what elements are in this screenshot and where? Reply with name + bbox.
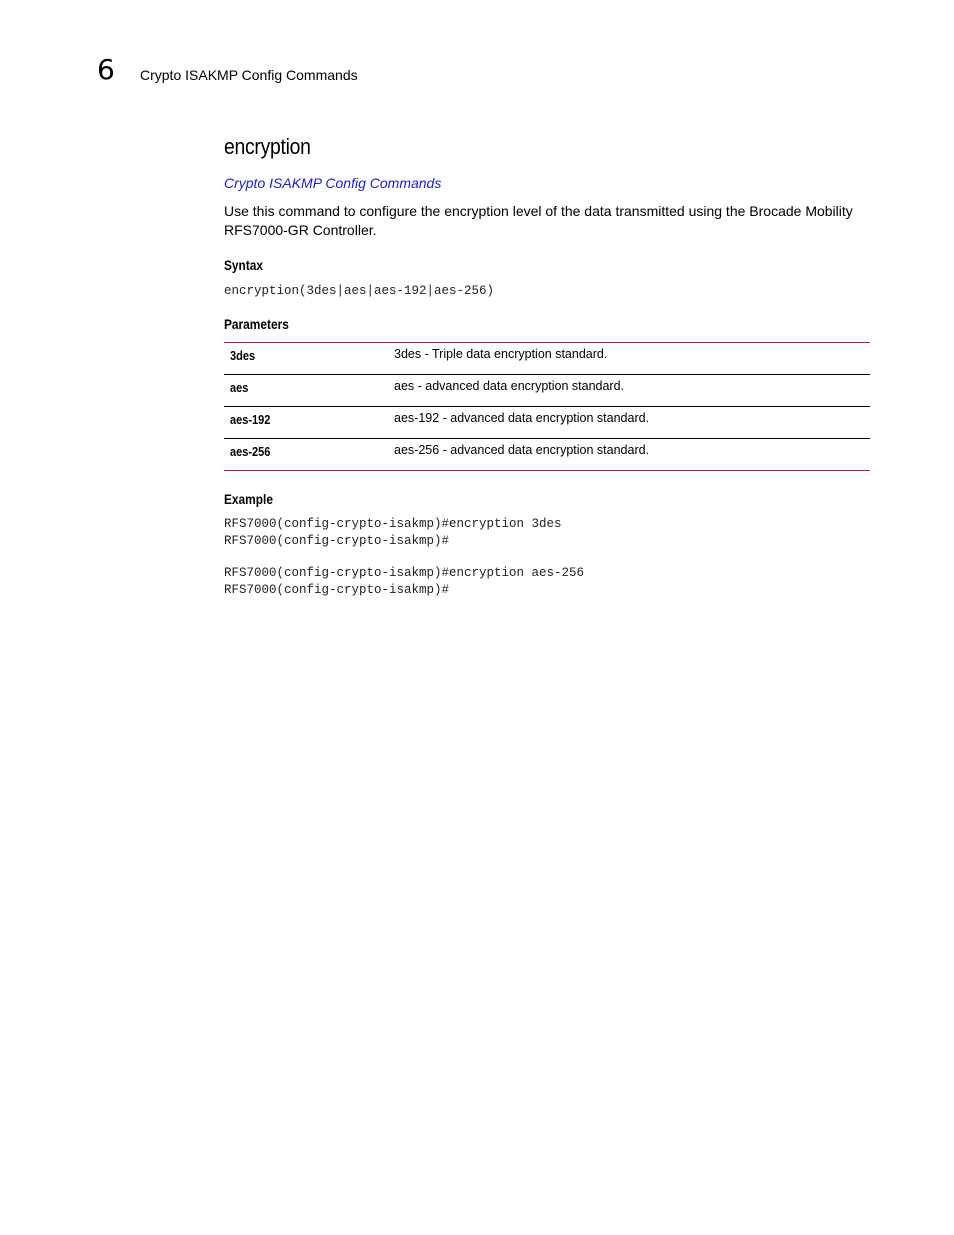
chapter-number: 6 <box>97 53 115 86</box>
main-content <box>224 132 870 599</box>
table-row <box>224 407 870 439</box>
syntax-code: encryption(3des|aes|aes-192|aes-256) <box>224 284 495 298</box>
example-code-block: RFS7000(config-crypto-isakmp)#encryption aes-256 RFS7000(config-crypto-isakmp)# <box>224 566 585 597</box>
param-name <box>224 407 388 439</box>
example-code-block: RFS7000(config-crypto-isakmp)#encryption 3des RFS7000(config-crypto-isakmp)# <box>224 517 562 548</box>
param-description: aes-256 - advanced data encryption standard. <box>388 439 870 471</box>
cross-reference-link[interactable]: Crypto ISAKMP Config Commands <box>224 175 442 191</box>
command-description: Use this command to configure the encryption level of the data transmitted using the Brocade Mobility RFS7000-GR Controller. <box>224 203 853 238</box>
param-name <box>224 439 388 471</box>
running-header-title: Crypto ISAKMP Config Commands <box>140 67 358 83</box>
table-row <box>224 343 870 375</box>
param-name <box>224 375 388 407</box>
param-name <box>224 343 388 375</box>
syntax-heading: Syntax <box>224 257 264 273</box>
param-description: aes-192 - advanced data encryption standard. <box>388 407 870 439</box>
param-name-text: aes-256 <box>230 445 271 459</box>
param-name-text: 3des <box>230 349 256 363</box>
example-heading: Example <box>224 491 273 507</box>
table-row <box>224 439 870 471</box>
parameters-heading: Parameters <box>224 316 289 332</box>
param-name-text: aes <box>230 381 249 395</box>
page-title: encryption <box>224 134 311 159</box>
param-name-text: aes-192 <box>230 413 271 427</box>
param-description: aes - advanced data encryption standard. <box>388 375 870 407</box>
table-row <box>224 375 870 407</box>
parameters-table <box>224 342 870 471</box>
param-description: 3des - Triple data encryption standard. <box>394 347 608 361</box>
